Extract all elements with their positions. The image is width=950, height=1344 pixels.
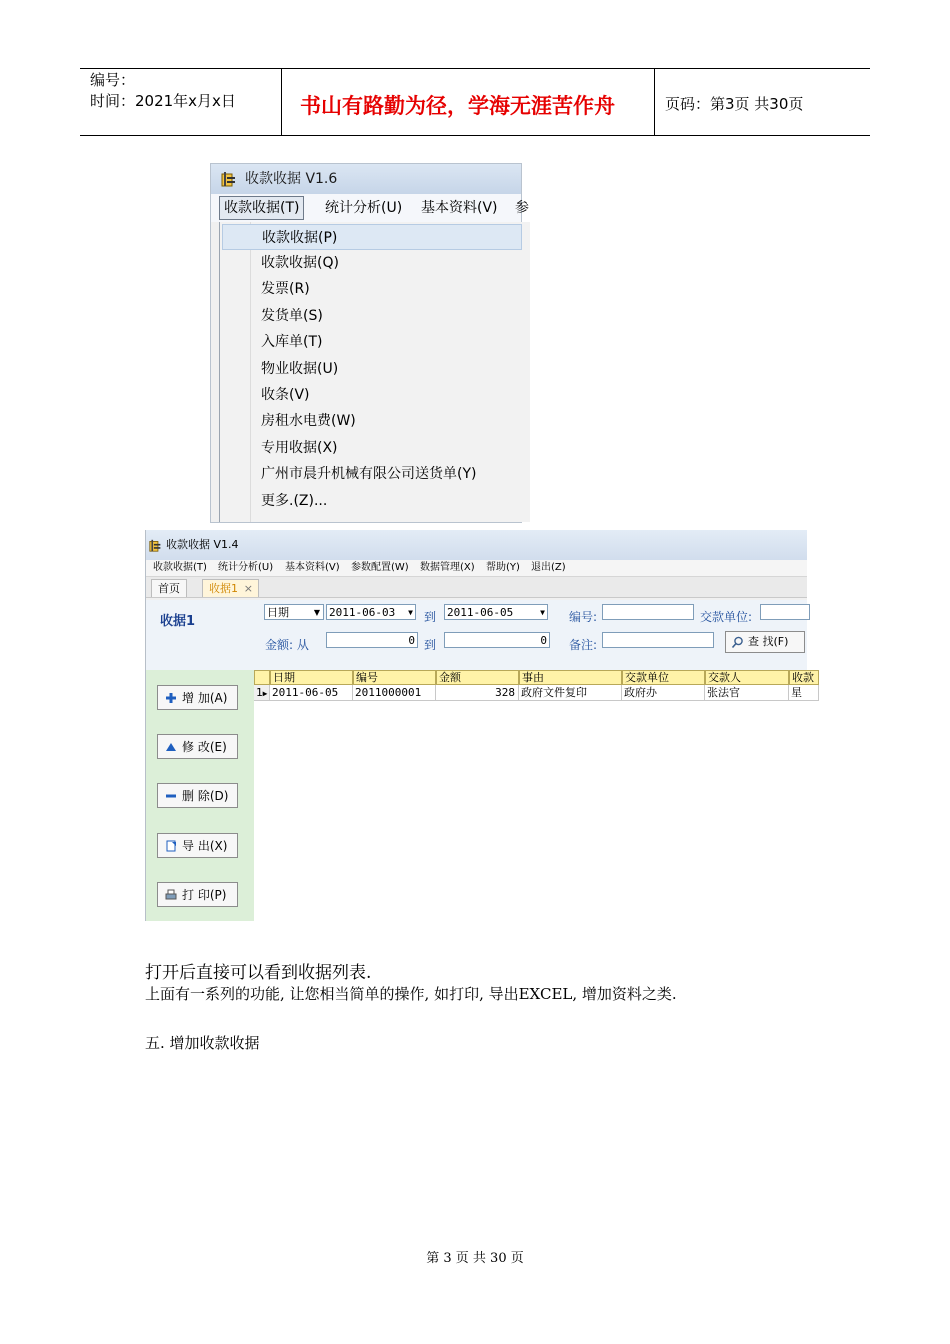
paragraph: 上面有一系列的功能, 让您相当简单的操作, 如打印, 导出EXCEL, 增加资料之类.	[145, 985, 677, 1003]
page-footer: 第 3 页 共 30 页	[426, 1251, 524, 1266]
action-sidebar	[146, 670, 255, 921]
minus-icon	[165, 790, 177, 802]
app-logo-icon	[149, 539, 162, 552]
amount-label: 金额: 从	[265, 638, 309, 652]
remark-input[interactable]	[602, 632, 714, 648]
main-window-screenshot	[145, 530, 814, 921]
chevron-down-icon: ▼	[540, 608, 545, 617]
remark-label: 备注:	[569, 638, 598, 652]
tab-label: 收据1	[209, 582, 238, 595]
menu-item[interactable]: 发票(R)	[261, 281, 310, 297]
app-logo-icon	[221, 171, 237, 187]
menu-help[interactable]: 帮助(Y)	[486, 562, 520, 573]
table-cell[interactable]: 2011-06-05	[270, 685, 353, 701]
search-icon	[731, 636, 744, 649]
date-from-field[interactable]	[326, 604, 416, 620]
printer-icon	[165, 889, 177, 901]
row-indicator[interactable]	[254, 685, 270, 701]
row-pointer-icon: ▶	[262, 689, 268, 698]
delete-button-label: 删 除(D)	[182, 789, 229, 803]
column-header[interactable]: 编号	[353, 670, 436, 685]
window-title: 收款收据 V1.4	[166, 538, 239, 551]
menu-canshu[interactable]: 参数配置(W)	[351, 562, 409, 573]
print-button-label: 打 印(P)	[182, 888, 227, 902]
header-page-info: 页码：第3页 共30页	[665, 95, 804, 113]
menubar	[211, 194, 529, 222]
menu-gutter	[250, 222, 251, 522]
header-bottom-rule	[80, 135, 870, 136]
receipt-table	[254, 670, 814, 921]
date-to-field[interactable]	[444, 604, 548, 620]
menu-item[interactable]: 发货单(S)	[261, 308, 323, 324]
chevron-down-icon: ▼	[408, 608, 413, 617]
tab-strip	[146, 577, 807, 598]
menu-item[interactable]: 广州市晨升机械有限公司送货单(Y)	[261, 466, 477, 482]
print-button[interactable]	[157, 882, 238, 907]
date-type-value: 日期	[267, 606, 289, 619]
row-index: 1	[256, 686, 263, 699]
edit-button[interactable]	[157, 734, 238, 759]
payer-input[interactable]	[760, 604, 810, 620]
dropdown-menu	[219, 222, 530, 522]
delete-button[interactable]	[157, 783, 238, 808]
menu-item[interactable]: 收条(V)	[261, 387, 310, 403]
number-input[interactable]	[602, 604, 694, 620]
menu-jiben[interactable]: 基本资料(V)	[285, 562, 340, 573]
window-title: 收款收据 V1.6	[245, 171, 338, 187]
export-icon	[165, 840, 177, 852]
amount-to-input[interactable]: 0	[444, 632, 550, 648]
menu-shuju[interactable]: 数据管理(X)	[420, 562, 475, 573]
menu-exit[interactable]: 退出(Z)	[531, 562, 566, 573]
menu-canshu[interactable]: 参	[515, 200, 529, 216]
paragraph: 打开后直接可以看到收据列表.	[145, 963, 372, 983]
menu-item[interactable]: 更多.(Z)...	[261, 493, 328, 509]
header-meta	[90, 70, 236, 112]
header-divider	[281, 68, 282, 136]
header-divider	[654, 68, 655, 136]
search-button-label: 查 找(F)	[748, 635, 789, 648]
to-label: 到	[424, 610, 437, 624]
menu-shoukuan[interactable]: 收款收据(T)	[153, 562, 207, 573]
amount-from-input[interactable]: 0	[326, 632, 418, 648]
menu-tongji[interactable]: 统计分析(U)	[218, 562, 274, 573]
menu-item[interactable]: 房租水电费(W)	[261, 413, 356, 429]
time-label: 时间：2021年x月x日	[90, 92, 236, 110]
menu-shoukuan[interactable]: 收款收据(T)	[219, 196, 304, 220]
menu-tongji[interactable]: 统计分析(U)	[325, 200, 403, 216]
column-header[interactable]: 日期	[270, 670, 353, 685]
export-button[interactable]	[157, 833, 238, 858]
triangle-up-icon	[165, 741, 177, 753]
table-cell[interactable]: 星	[789, 685, 819, 701]
tab-home[interactable]: 首页	[151, 579, 187, 597]
date-from-value: 2011-06-03	[329, 606, 396, 619]
form-heading: 收据1	[160, 614, 196, 629]
menubar	[146, 560, 807, 577]
tab-receipt1[interactable]	[202, 579, 259, 597]
menu-jiben[interactable]: 基本资料(V)	[421, 200, 498, 216]
column-header[interactable]: 交款人	[705, 670, 789, 685]
window-titlebar	[211, 164, 521, 194]
export-button-label: 导 出(X)	[182, 839, 228, 853]
table-cell[interactable]: 政府办	[622, 685, 705, 701]
table-cell[interactable]: 政府文件复印	[519, 685, 622, 701]
search-form	[146, 600, 807, 670]
menu-item[interactable]: 专用收据(X)	[261, 440, 338, 456]
close-icon[interactable]: ×	[243, 582, 253, 595]
number-label: 编号:	[569, 610, 598, 624]
search-button[interactable]	[725, 631, 805, 653]
number-label: 编号：	[90, 71, 136, 89]
column-header[interactable]: 收款	[789, 670, 819, 685]
row-header-corner	[254, 670, 270, 685]
column-header[interactable]: 金额	[436, 670, 519, 685]
plus-icon	[165, 692, 177, 704]
column-header[interactable]: 事由	[519, 670, 622, 685]
table-cell[interactable]: 张法官	[705, 685, 789, 701]
section-heading: 五. 增加收款收据	[145, 1034, 260, 1052]
column-header[interactable]: 交款单位	[622, 670, 705, 685]
to-label: 到	[424, 638, 437, 652]
menu-item[interactable]: 收款收据(P)	[222, 224, 522, 250]
payer-label: 交款单位:	[700, 610, 753, 624]
date-to-value: 2011-06-05	[447, 606, 514, 619]
edit-button-label: 修 改(E)	[182, 740, 227, 754]
chevron-down-icon: ▼	[313, 608, 320, 617]
header-top-rule	[80, 68, 870, 69]
add-button-label: 增 加(A)	[182, 691, 228, 705]
menu-item[interactable]: 收款收据(Q)	[261, 255, 339, 271]
menu-screenshot	[210, 163, 529, 523]
menu-item[interactable]: 物业收据(U)	[261, 361, 339, 377]
add-button[interactable]	[157, 685, 238, 710]
table-cell[interactable]: 328	[436, 685, 519, 701]
menu-item[interactable]: 入库单(T)	[261, 334, 323, 350]
table-cell[interactable]: 2011000001	[353, 685, 436, 701]
header-motto: 书山有路勤为径，学海无涯苦作舟	[300, 94, 615, 118]
window-titlebar	[146, 530, 807, 560]
date-type-select[interactable]	[264, 604, 324, 620]
